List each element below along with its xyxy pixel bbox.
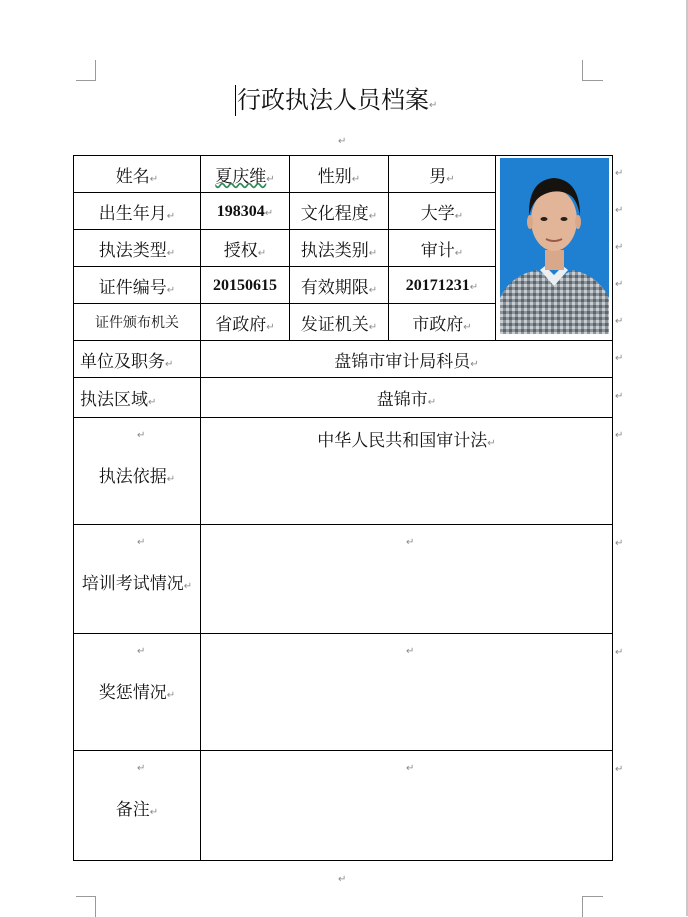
notes-label-cell: [74, 751, 201, 861]
enforcement-type-label-cell: [74, 230, 201, 267]
paragraph-mark-icon: ↵: [429, 100, 438, 111]
paragraph-mark-icon: ↵: [266, 173, 275, 185]
basis-label-cell: [74, 418, 201, 525]
end-of-row-mark-icon: ↵: [615, 353, 624, 364]
end-of-row-mark-icon: ↵: [615, 647, 624, 658]
cert-no-value: 20150615: [213, 277, 277, 294]
paragraph-mark-icon: ↵: [137, 763, 146, 774]
issuing-authority-value-cell[interactable]: [201, 304, 290, 341]
paragraph-mark-icon: ↵: [446, 173, 455, 185]
issuer-value: 市政府: [412, 314, 464, 335]
area-value-cell[interactable]: [201, 378, 613, 418]
end-of-row-mark-icon: ↵: [615, 391, 624, 402]
paragraph-mark-icon: ↵: [137, 537, 146, 548]
birth-value-cell[interactable]: [201, 193, 290, 230]
paragraph-mark-icon: ↵: [470, 358, 479, 370]
paragraph-mark-icon: ↵: [166, 690, 176, 701]
cert-no-label-cell: [74, 267, 201, 304]
end-of-row-mark-icon: ↵: [615, 168, 624, 179]
table-row: [74, 341, 613, 378]
paragraph-mark-icon: ↵: [165, 358, 174, 370]
issuing-authority-label-cell: [74, 304, 201, 341]
enforcement-category-label: 执法类别: [300, 240, 369, 261]
gender-value: 男: [429, 166, 447, 187]
photo-cell[interactable]: [496, 156, 613, 341]
paragraph-mark-icon: ↵: [368, 284, 378, 296]
paragraph-mark-icon: ↵: [266, 321, 275, 333]
paragraph-mark-icon: ↵: [368, 321, 378, 333]
paragraph-mark-icon: ↵: [406, 537, 415, 548]
end-of-row-mark-icon: ↵: [615, 764, 624, 775]
issuing-authority-label: 证件颁布机关: [95, 315, 179, 331]
gender-label: 性别: [317, 166, 352, 187]
training-value-cell[interactable]: [201, 525, 613, 634]
cert-no-label: 证件编号: [98, 277, 167, 298]
enforcement-category-value: 审计: [420, 240, 455, 261]
birth-value: 198304: [216, 203, 265, 220]
paragraph-mark-icon: ↵: [368, 210, 378, 222]
issuing-authority-value: 省政府: [215, 314, 267, 335]
valid-until-label: 有效期限: [300, 277, 369, 298]
paragraph-mark-icon: ↵: [183, 581, 193, 592]
unit-value-cell[interactable]: [201, 341, 613, 378]
paragraph-mark-icon: ↵: [148, 397, 157, 408]
paragraph-mark-icon: ↵: [149, 173, 159, 185]
training-label: 培训考试情况: [81, 574, 184, 594]
end-of-row-mark-icon: ↵: [615, 279, 624, 290]
basis-value: 中华人民共和国审计法: [317, 431, 488, 451]
birth-label-cell: [74, 193, 201, 230]
paragraph-mark-icon: ↵: [149, 807, 159, 818]
paragraph-mark-icon: ↵: [469, 282, 479, 293]
personnel-record-table: [73, 155, 613, 861]
issuer-label: 发证机关: [300, 314, 369, 335]
table-row: [74, 525, 613, 634]
paragraph-mark-icon: ↵: [351, 173, 361, 185]
basis-label: 执法依据: [98, 467, 167, 487]
valid-until-value: 20171231: [405, 277, 470, 294]
paragraph-mark-icon: ↵: [454, 210, 464, 222]
name-value: 夏庆维: [215, 166, 267, 187]
paragraph-mark-icon: ↵: [166, 284, 176, 296]
end-of-row-mark-icon: ↵: [615, 242, 624, 253]
document-title-text: 行政执法人员档案: [237, 86, 429, 114]
notes-label: 备注: [115, 800, 150, 820]
end-of-row-mark-icon: ↵: [615, 205, 624, 216]
paragraph-mark-icon: ↵: [166, 474, 176, 485]
paragraph-mark-icon: ↵: [264, 208, 274, 219]
paragraph-mark-icon: ↵: [406, 763, 415, 774]
name-label-cell: [74, 156, 201, 193]
enforcement-type-value-cell[interactable]: [201, 230, 290, 267]
end-of-row-mark-icon: ↵: [615, 538, 624, 549]
crop-mark-bottom-left: [76, 896, 96, 917]
table-row: [74, 156, 613, 193]
name-value-cell[interactable]: [201, 156, 290, 193]
training-label-cell: [74, 525, 201, 634]
rewards-label-cell: [74, 634, 201, 751]
paragraph-mark-icon: ↵: [166, 247, 176, 259]
paragraph-mark-icon: ↵: [137, 646, 146, 657]
enforcement-category-label-cell: [290, 230, 389, 267]
paragraph-mark-icon: ↵: [257, 247, 267, 259]
gender-label-cell: [290, 156, 389, 193]
id-photo: [500, 158, 609, 334]
area-label-cell: [74, 378, 201, 418]
crop-mark-top-left: [76, 60, 96, 81]
education-label-cell: [290, 193, 389, 230]
paragraph-mark-icon: ↵: [338, 874, 347, 885]
paragraph-mark-icon: ↵: [406, 646, 415, 657]
paragraph-mark-icon: ↵: [427, 397, 437, 408]
education-value: 大学: [420, 203, 455, 224]
end-of-row-mark-icon: ↵: [615, 316, 624, 327]
name-label: 姓名: [115, 166, 150, 187]
cert-no-value-cell[interactable]: [201, 267, 290, 304]
unit-label-cell: [74, 341, 201, 378]
document-title[interactable]: [237, 85, 437, 121]
unit-label: 单位及职务: [80, 351, 165, 372]
birth-label: 出生年月: [98, 203, 167, 224]
notes-value-cell[interactable]: [201, 751, 613, 861]
rewards-value-cell[interactable]: [201, 634, 613, 751]
rewards-label: 奖惩情况: [98, 683, 167, 703]
table-row: [74, 418, 613, 525]
end-of-row-mark-icon: ↵: [615, 430, 624, 441]
unit-value: 盘锦市审计局科员: [334, 351, 471, 372]
paragraph-mark-icon: ↵: [454, 247, 464, 259]
gender-value-cell[interactable]: [389, 156, 496, 193]
crop-mark-top-right: [582, 60, 603, 81]
valid-until-value-cell[interactable]: [389, 267, 496, 304]
basis-value-cell[interactable]: [201, 418, 613, 525]
education-label: 文化程度: [300, 203, 369, 224]
paragraph-mark-icon: ↵: [338, 136, 347, 147]
area-value: 盘锦市: [376, 390, 428, 410]
enforcement-type-value: 授权: [223, 240, 258, 261]
crop-mark-bottom-right: [582, 896, 603, 917]
issuer-label-cell: [290, 304, 389, 341]
paragraph-mark-icon: ↵: [368, 247, 378, 259]
paragraph-mark-icon: ↵: [487, 438, 496, 449]
area-label: 执法区域: [80, 390, 148, 410]
paragraph-mark-icon: ↵: [137, 430, 146, 441]
issuer-value-cell[interactable]: [389, 304, 496, 341]
enforcement-category-value-cell[interactable]: [389, 230, 496, 267]
table-row: [74, 751, 613, 861]
education-value-cell[interactable]: [389, 193, 496, 230]
text-cursor: [235, 85, 236, 116]
paragraph-mark-icon: ↵: [463, 321, 472, 333]
valid-until-label-cell: [290, 267, 389, 304]
table-row: [74, 378, 613, 418]
paragraph-mark-icon: ↵: [166, 210, 176, 222]
table-row: [74, 634, 613, 751]
enforcement-type-label: 执法类型: [98, 240, 167, 261]
